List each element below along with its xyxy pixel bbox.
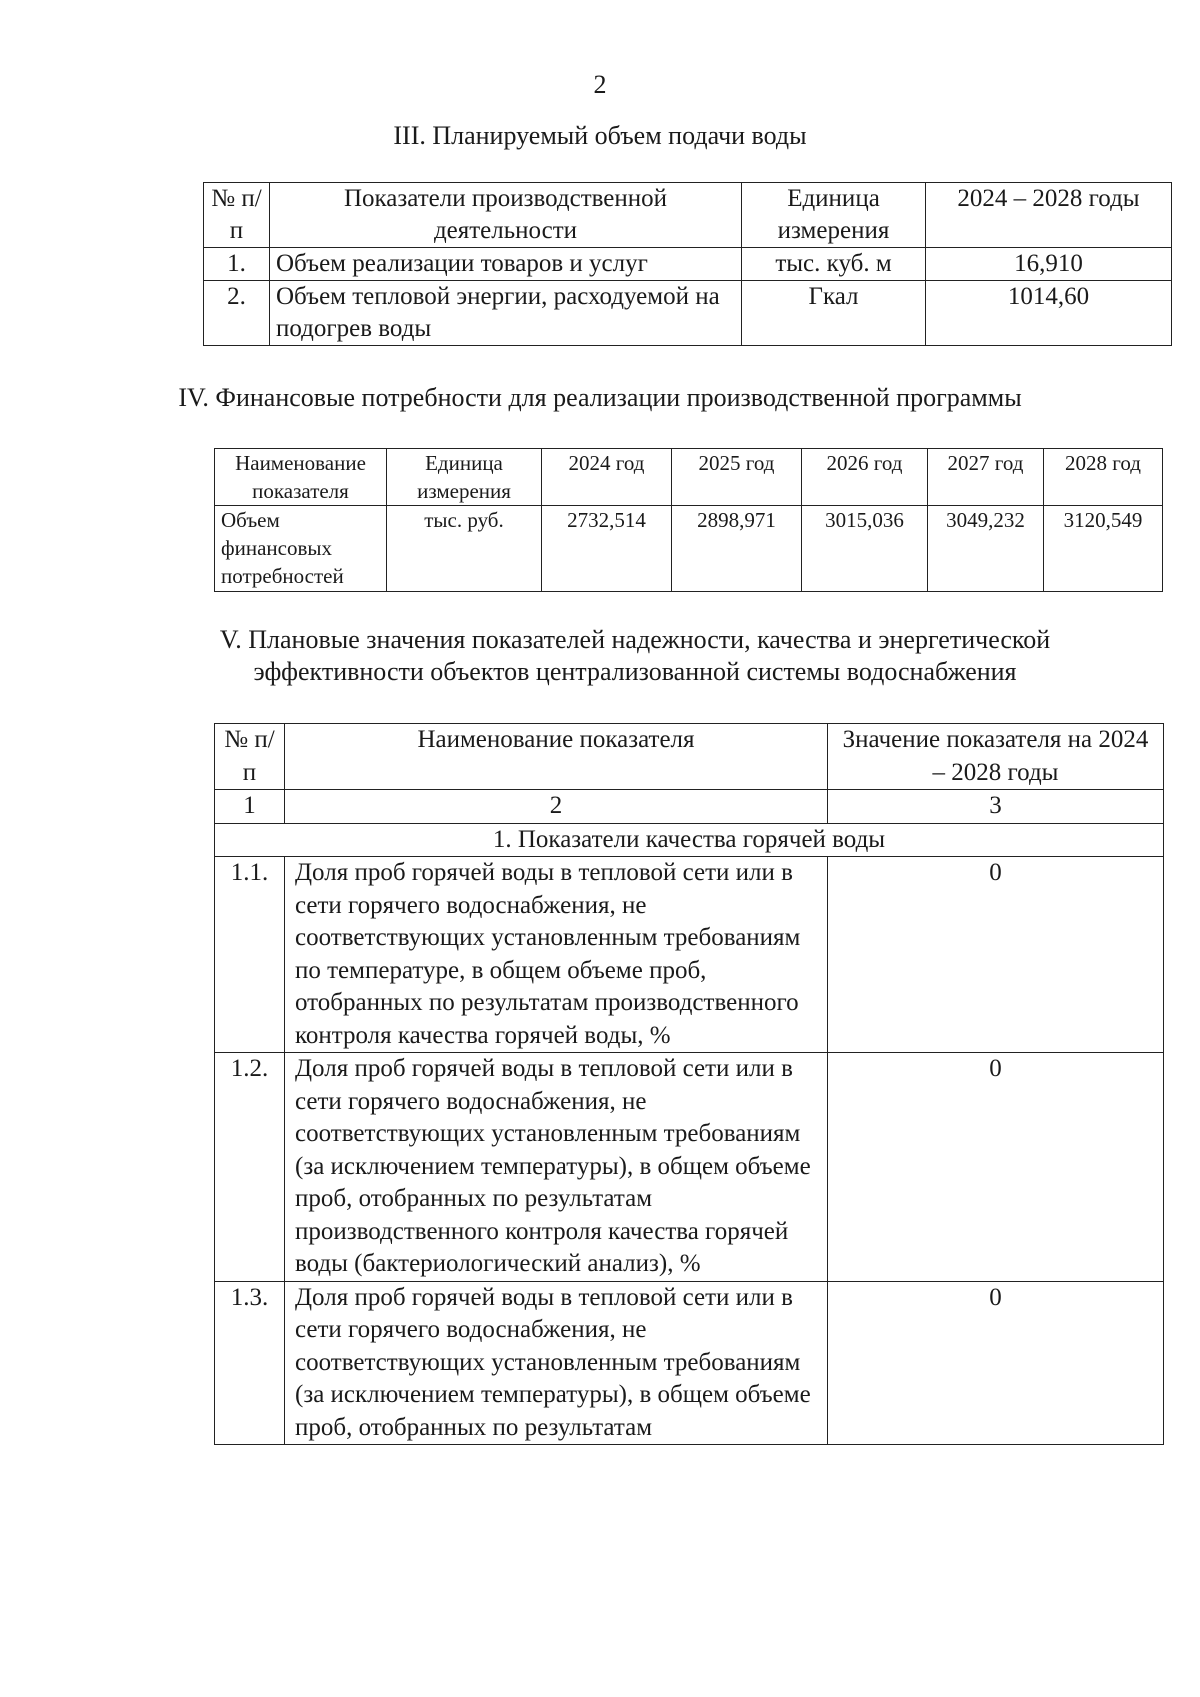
table-header-row [215, 449, 1163, 506]
value-2024: 2732,514 [542, 506, 672, 592]
header-indicator-value: Значение показателя на 2024 – 2028 годы [828, 724, 1164, 790]
header-indicator-name: Наименование показателя [285, 724, 828, 790]
row-unit: тыс. руб. [387, 506, 542, 592]
value-2028: 3120,549 [1044, 506, 1163, 592]
row-text: Доля проб горячей воды в тепловой сети или в сети горячего водоснабжения, не соответствующих установленным требованиям (за исключением температуры), в общем объеме проб, отобранных по результатам производственного контроля качества горячей воды (бактериологический анализ), % [285, 1053, 828, 1282]
table-header-row [204, 183, 1172, 248]
col-number-1: 1 [215, 790, 285, 824]
row-num: 1.3. [215, 1281, 285, 1445]
col-number-2: 2 [285, 790, 828, 824]
header-unit: Единица измерения [387, 449, 542, 506]
header-year-2027: 2027 год [928, 449, 1044, 506]
section-3-title: III. Планируемый объем подачи воды [393, 121, 807, 150]
row-name: Объем реализации товаров и услуг [270, 248, 742, 281]
row-num: 1.1. [215, 857, 285, 1053]
table-header-row [215, 724, 1164, 790]
supply-volume-table [203, 182, 1172, 346]
page-number: 2 [593, 70, 607, 99]
row-value: 0 [828, 1053, 1164, 1282]
row-num: 1. [204, 248, 270, 281]
header-year-2024: 2024 год [542, 449, 672, 506]
column-number-row [215, 790, 1164, 824]
value-2025: 2898,971 [672, 506, 802, 592]
reliability-indicators-table [214, 723, 1164, 1445]
section-5-title-line2: эффективности объектов централизованной системы водоснабжения [253, 657, 1017, 686]
col-number-3: 3 [828, 790, 1164, 824]
header-indicator: Показатели производственной деятельности [270, 183, 742, 248]
header-year-2028: 2028 год [1044, 449, 1163, 506]
row-num: 1.2. [215, 1053, 285, 1282]
financial-needs-table [214, 448, 1163, 592]
value-2026: 3015,036 [802, 506, 928, 592]
header-name: Наименование показателя [215, 449, 387, 506]
table-row [204, 248, 1172, 281]
header-year-2025: 2025 год [672, 449, 802, 506]
value-2027: 3049,232 [928, 506, 1044, 592]
group-row [215, 823, 1164, 857]
row-name: Объем тепловой энергии, расходуемой на подогрев воды [270, 281, 742, 346]
row-value: 1014,60 [926, 281, 1172, 346]
row-value: 16,910 [926, 248, 1172, 281]
table-row [204, 281, 1172, 346]
table-row [215, 1053, 1164, 1282]
section-4-title: IV. Финансовые потребности для реализации производственной программы [178, 383, 1022, 412]
row-unit: тыс. куб. м [742, 248, 926, 281]
row-text: Доля проб горячей воды в тепловой сети или в сети горячего водоснабжения, не соответствующих установленным требованиям по температуре, в общем объеме проб, отобранных по результатам производственного контроля качества горячей воды, % [285, 857, 828, 1053]
group-title: 1. Показатели качества горячей воды [215, 823, 1164, 857]
header-period: 2024 – 2028 годы [926, 183, 1172, 248]
table-row [215, 506, 1163, 592]
header-num: № п/п [215, 724, 285, 790]
table-row [215, 857, 1164, 1053]
row-value: 0 [828, 857, 1164, 1053]
section-5-title-line1: V. Плановые значения показателей надежности, качества и энергетической [219, 625, 1051, 654]
header-year-2026: 2026 год [802, 449, 928, 506]
header-num: № п/п [204, 183, 270, 248]
row-text: Доля проб горячей воды в тепловой сети или в сети горячего водоснабжения, не соответствующих установленным требованиям (за исключением температуры), в общем объеме проб, отобранных по результатам [285, 1281, 828, 1445]
row-num: 2. [204, 281, 270, 346]
row-value: 0 [828, 1281, 1164, 1445]
header-unit: Единица измерения [742, 183, 926, 248]
row-name: Объем финансовых потребностей [215, 506, 387, 592]
table-row [215, 1281, 1164, 1445]
row-unit: Гкал [742, 281, 926, 346]
